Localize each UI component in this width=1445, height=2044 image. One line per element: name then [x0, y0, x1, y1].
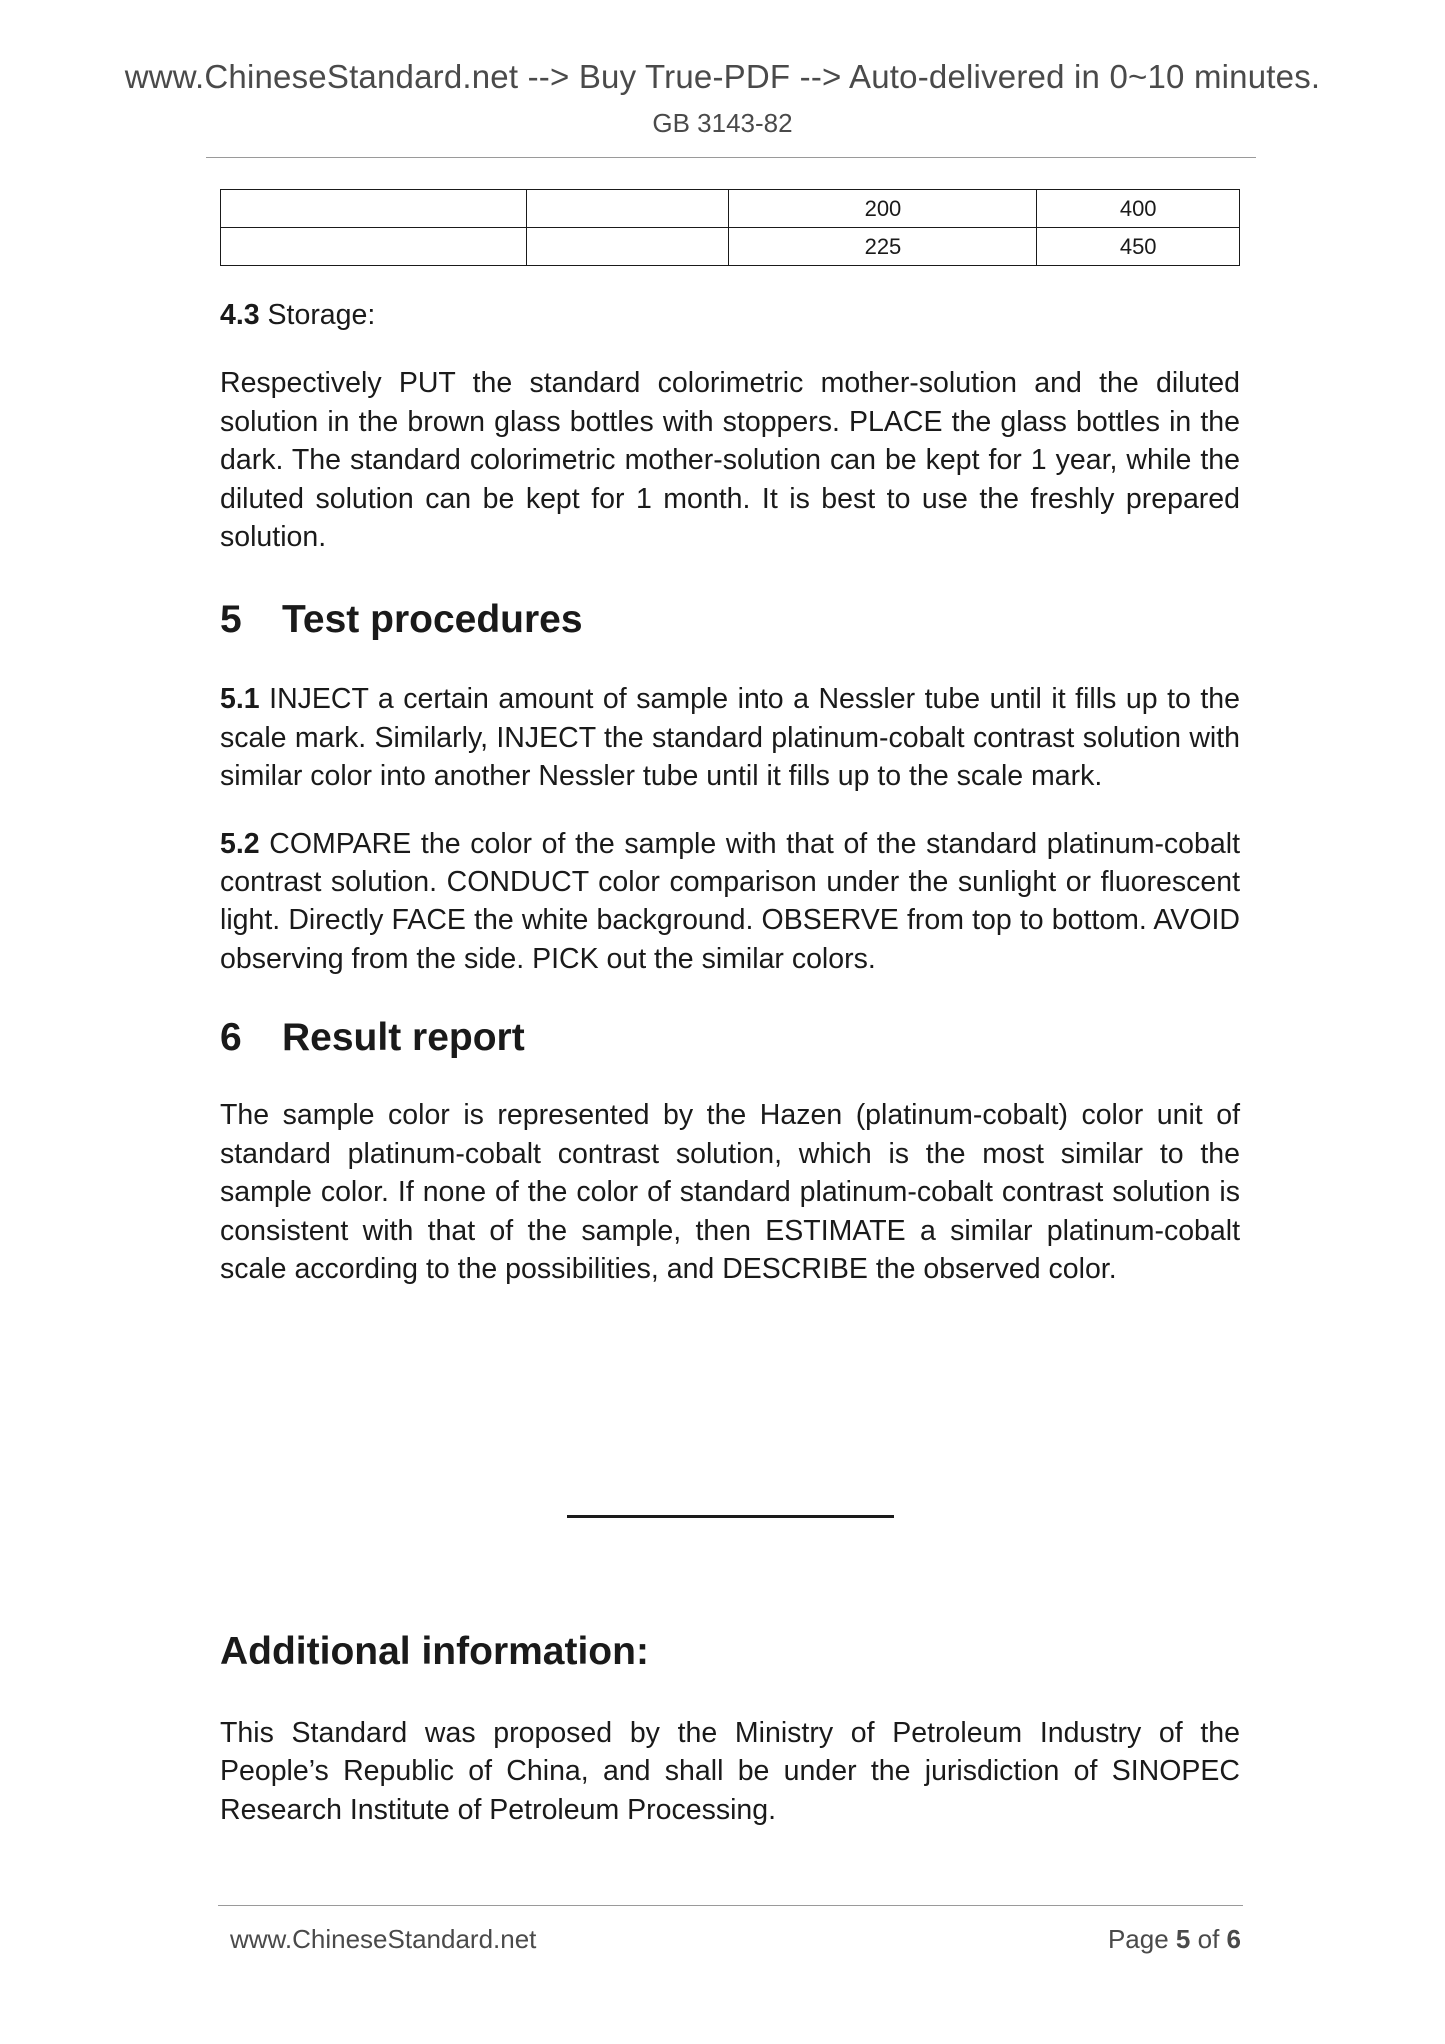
- table-cell: 200: [729, 190, 1037, 228]
- table-cell: [221, 228, 527, 266]
- section-title: Test procedures: [282, 598, 583, 642]
- page-indicator: [1108, 1924, 1241, 1955]
- clause-number: 5.1: [220, 683, 260, 716]
- section-number: 6: [220, 1016, 242, 1060]
- clause-number: 4.3: [220, 299, 260, 331]
- section-number: 5: [220, 598, 242, 642]
- main-content: [220, 296, 1240, 1288]
- page-of: of: [1190, 1924, 1227, 1954]
- clause-text: COMPARE the color of the sample with that of the standard platinum-cobalt contrast solution. CONDUCT color comparison under the sunlight or fluorescent light. Directly FACE the white background. OBSERVE from top to bottom. AVOID observing from the side. PICK out the similar colors.: [220, 827, 1240, 975]
- continued-table: [220, 189, 1240, 266]
- total-pages: 6: [1226, 1924, 1241, 1954]
- header-banner: www.ChineseStandard.net --> Buy True-PDF --> Auto-delivered in 0~10 minutes.: [124, 58, 1321, 95]
- clause-5-1: [220, 680, 1240, 795]
- clause-number: 5.2: [220, 827, 260, 860]
- table-cell: 400: [1037, 190, 1240, 228]
- footer-divider: [218, 1905, 1243, 1906]
- additional-info-text: This Standard was proposed by the Ministry of Petroleum Industry of the People’s Republic of China, and shall be under the jurisdiction of SINOPEC Research Institute of Petroleum Processing.: [220, 1717, 1240, 1826]
- section-5-heading: [220, 596, 1240, 644]
- table-row: [221, 190, 1240, 228]
- additional-information: [220, 1628, 1240, 1829]
- clause-5-2: [220, 825, 1240, 979]
- current-page: 5: [1175, 1924, 1191, 1954]
- clause-4-3-heading: [220, 296, 1240, 334]
- end-of-standard-rule: [567, 1515, 894, 1518]
- clause-title: Storage:: [259, 299, 376, 331]
- table-cell: 450: [1037, 228, 1240, 266]
- clause-text: INJECT a certain amount of sample into a Nessler tube until it fills up to the scale mark. Similarly, INJECT the standard platinum-cobalt contrast solution with similar color into another Nessler tube until it fills up to the scale mark.: [220, 683, 1240, 793]
- table-cell: 225: [729, 228, 1037, 266]
- table-cell: [526, 228, 729, 266]
- page-label: Page: [1107, 1924, 1176, 1954]
- section-title: Result report: [282, 1016, 525, 1060]
- clause-4-3-text: Respectively PUT the standard colorimetric mother-solution and the diluted solution in the brown glass bottles with stoppers. PLACE the glass bottles in the dark. The standard colorimetric mother-solution can be kept for 1 year, while the diluted solution can be kept for 1 month. It is best to use the freshly prepared solution.: [220, 367, 1240, 554]
- additional-info-heading: Additional information:: [220, 1630, 649, 1673]
- standard-number: GB 3143-82: [652, 108, 793, 138]
- table-cell: [221, 190, 527, 228]
- table-row: [221, 228, 1240, 266]
- section-6-heading: [220, 1014, 1240, 1062]
- section-6-text: The sample color is represented by the Hazen (platinum-cobalt) color unit of standard platinum-cobalt contrast solution, which is the most similar to the sample color. If none of the color of standard platinum-cobalt contrast solution is consistent with that of the sample, then ESTIMATE a similar platinum-cobalt scale according to the possibilities, and DESCRIBE the observed color.: [220, 1099, 1240, 1285]
- table-cell: [526, 190, 729, 228]
- header-divider: [206, 157, 1256, 158]
- footer-site-link[interactable]: www.ChineseStandard.net: [230, 1924, 537, 1954]
